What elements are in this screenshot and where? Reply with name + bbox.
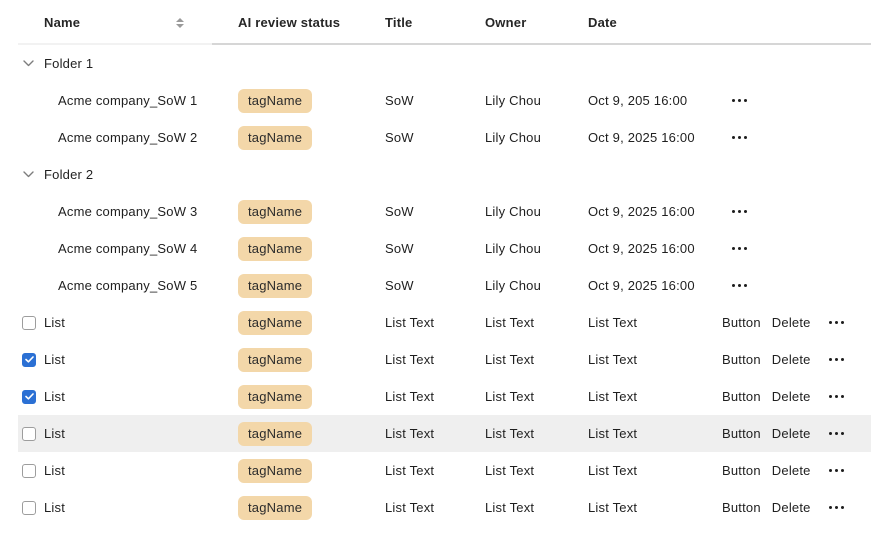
date-cell: Oct 9, 2025 16:00 [588,204,695,219]
column-header-owner: Owner [485,15,527,30]
sort-arrows-icon[interactable] [176,18,184,28]
delete-button[interactable]: Delete [771,500,811,515]
table-row[interactable] [18,267,871,304]
tag-badge: tagName [238,422,312,446]
tag-badge: tagName [238,311,312,335]
title-cell: SoW [385,130,414,145]
more-options-icon[interactable] [730,280,749,291]
more-options-icon[interactable] [827,354,846,365]
table-row[interactable] [18,82,871,119]
owner-cell: List Text [485,352,535,367]
owner-cell: Lily Chou [485,130,541,145]
delete-button[interactable]: Delete [771,389,811,404]
tag-badge: tagName [238,459,312,483]
list-item-label: List [44,500,66,515]
list-row[interactable] [18,304,871,341]
owner-cell: Lily Chou [485,278,541,293]
checkbox[interactable] [22,353,36,367]
chevron-down-icon[interactable] [22,58,34,70]
folder-row[interactable] [18,45,871,82]
document-name: Acme company_SoW 4 [58,241,198,256]
date-cell: List Text [588,500,638,515]
folder-name: Folder 1 [44,56,94,71]
delete-button[interactable]: Delete [771,352,811,367]
delete-button[interactable]: Delete [771,315,811,330]
list-item-label: List [44,389,66,404]
chevron-down-icon[interactable] [22,169,34,181]
row-button[interactable]: Button [722,500,761,515]
document-name: Acme company_SoW 3 [58,204,198,219]
more-options-icon[interactable] [827,428,846,439]
column-header-name-label: Name [44,15,81,30]
list-row[interactable] [18,489,871,526]
title-cell: List Text [385,500,435,515]
list-item-label: List [44,426,66,441]
tag-badge: tagName [238,385,312,409]
list-row[interactable] [18,452,871,489]
title-cell: SoW [385,93,414,108]
tag-badge: tagName [238,89,312,113]
more-options-icon[interactable] [730,95,749,106]
header-divider-right [212,43,871,45]
table-row[interactable] [18,119,871,156]
header-divider-left [18,43,212,45]
row-button[interactable]: Button [722,315,761,330]
title-cell: List Text [385,352,435,367]
more-options-icon[interactable] [827,317,846,328]
table-row[interactable] [18,193,871,230]
delete-button[interactable]: Delete [771,426,811,441]
date-cell: List Text [588,389,638,404]
row-button[interactable]: Button [722,426,761,441]
date-cell: Oct 9, 2025 16:00 [588,278,695,293]
checkbox[interactable] [22,427,36,441]
date-cell: List Text [588,315,638,330]
checkbox[interactable] [22,464,36,478]
title-cell: SoW [385,278,414,293]
delete-button[interactable]: Delete [771,463,811,478]
more-options-icon[interactable] [827,465,846,476]
tag-badge: tagName [238,348,312,372]
column-header-ai-review-status: AI review status [238,15,341,30]
list-item-label: List [44,463,66,478]
row-button[interactable]: Button [722,352,761,367]
date-cell: List Text [588,426,638,441]
column-header-title: Title [385,15,413,30]
list-item-label: List [44,315,66,330]
date-cell: List Text [588,352,638,367]
tag-badge: tagName [238,200,312,224]
tag-badge: tagName [238,126,312,150]
column-header-date: Date [588,15,617,30]
owner-cell: List Text [485,463,535,478]
owner-cell: List Text [485,389,535,404]
title-cell: SoW [385,204,414,219]
title-cell: List Text [385,315,435,330]
checkbox[interactable] [22,501,36,515]
title-cell: SoW [385,241,414,256]
list-row[interactable] [18,378,871,415]
title-cell: List Text [385,426,435,441]
folder-row[interactable] [18,156,871,193]
date-cell: Oct 9, 2025 16:00 [588,130,695,145]
folder-name: Folder 2 [44,167,94,182]
owner-cell: List Text [485,426,535,441]
owner-cell: Lily Chou [485,241,541,256]
date-cell: List Text [588,463,638,478]
date-cell: Oct 9, 2025 16:00 [588,241,695,256]
row-button[interactable]: Button [722,389,761,404]
document-name: Acme company_SoW 1 [58,93,198,108]
column-header-name[interactable] [18,15,238,30]
list-row[interactable] [18,415,871,452]
owner-cell: List Text [485,500,535,515]
owner-cell: Lily Chou [485,204,541,219]
date-cell: Oct 9, 205 16:00 [588,93,688,108]
document-name: Acme company_SoW 2 [58,130,198,145]
title-cell: List Text [385,389,435,404]
title-cell: List Text [385,463,435,478]
checkbox[interactable] [22,316,36,330]
more-options-icon[interactable] [730,243,749,254]
tag-badge: tagName [238,274,312,298]
list-row[interactable] [18,341,871,378]
more-options-icon[interactable] [827,502,846,513]
row-button[interactable]: Button [722,463,761,478]
document-name: Acme company_SoW 5 [58,278,198,293]
more-options-icon[interactable] [827,391,846,402]
table-row[interactable] [18,230,871,267]
tag-badge: tagName [238,496,312,520]
list-item-label: List [44,352,66,367]
table-header-row [18,0,871,45]
tag-badge: tagName [238,237,312,261]
owner-cell: Lily Chou [485,93,541,108]
more-options-icon[interactable] [730,132,749,143]
checkbox[interactable] [22,390,36,404]
owner-cell: List Text [485,315,535,330]
more-options-icon[interactable] [730,206,749,217]
